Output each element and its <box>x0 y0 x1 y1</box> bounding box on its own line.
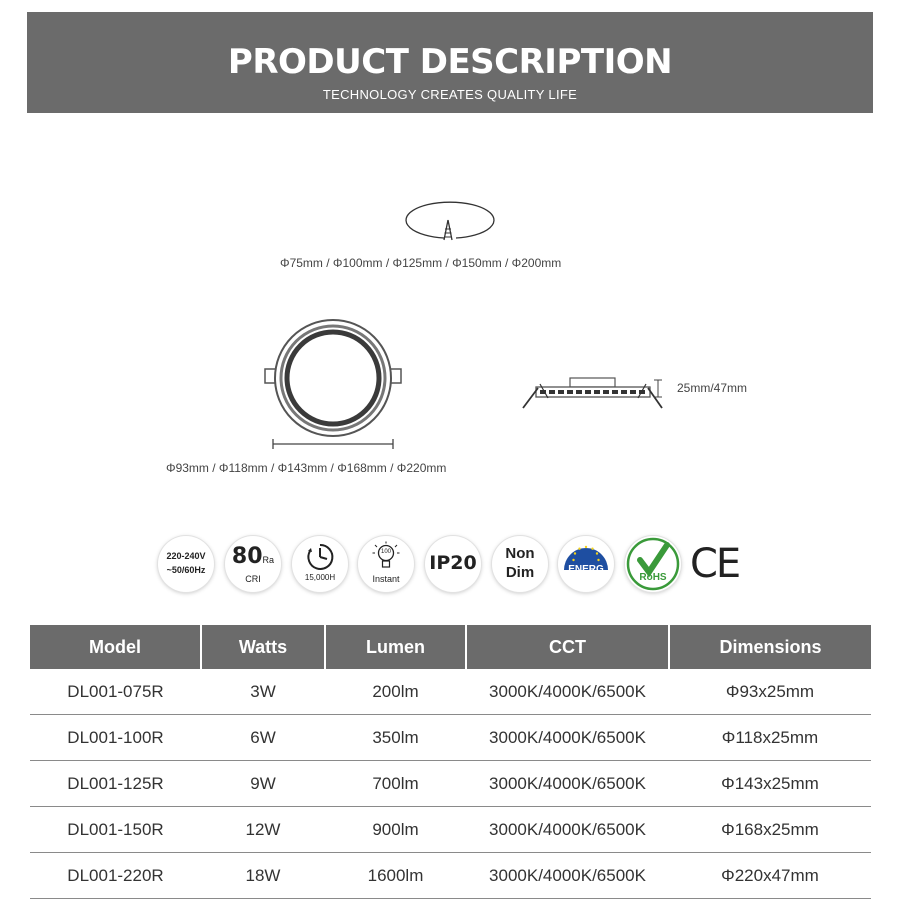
cell-model: DL001-100R <box>30 715 201 761</box>
spec-table <box>30 625 871 899</box>
lifetime-label: 15,000H <box>304 573 336 582</box>
cri-label: CRI <box>245 574 261 584</box>
cell-watts: 18W <box>201 853 325 899</box>
lifetime-badge <box>292 536 348 592</box>
header-banner <box>27 12 873 113</box>
instant-badge <box>358 536 414 592</box>
voltage-badge <box>158 536 214 592</box>
outer-sizes-label: Φ93mm / Φ118mm / Φ143mm / Φ168mm / Φ220mm <box>166 461 447 475</box>
voltage-line-2: ~50/60Hz <box>166 565 206 575</box>
table-row <box>30 761 871 807</box>
cell-dimensions: Φ143x25mm <box>669 761 871 807</box>
cell-dimensions: Φ118x25mm <box>669 715 871 761</box>
side-view-diagram <box>520 372 670 412</box>
header-lumen: Lumen <box>325 625 466 669</box>
page-subtitle: TECHNOLOGY CREATES QUALITY LIFE <box>322 87 578 102</box>
bulb-icon <box>372 541 400 573</box>
rohs-check-icon <box>625 536 681 592</box>
cell-watts: 6W <box>201 715 325 761</box>
cell-model: DL001-150R <box>30 807 201 853</box>
rohs-badge <box>625 536 681 592</box>
table-row <box>30 715 871 761</box>
page-title: PRODUCT DESCRIPTION <box>227 42 673 82</box>
cell-cct: 3000K/4000K/6500K <box>466 761 669 807</box>
table-row <box>30 669 871 715</box>
instant-value: 100 <box>380 549 391 555</box>
table-row <box>30 853 871 899</box>
cutout-sizes-label: Φ75mm / Φ100mm / Φ125mm / Φ150mm / Φ200mm <box>280 256 562 270</box>
dim-line-2: Dim <box>505 564 535 581</box>
header-model: Model <box>30 625 201 669</box>
cell-cct: 3000K/4000K/6500K <box>466 669 669 715</box>
clock-icon <box>305 542 335 572</box>
cell-cct: 3000K/4000K/6500K <box>466 807 669 853</box>
dimming-badge <box>492 536 548 592</box>
cell-lumen: 900lm <box>325 807 466 853</box>
header-dimensions: Dimensions <box>669 625 871 669</box>
cell-dimensions: Φ220x47mm <box>669 853 871 899</box>
energy-badge <box>558 536 614 592</box>
cell-lumen: 200lm <box>325 669 466 715</box>
cell-dimensions: Φ93x25mm <box>669 669 871 715</box>
cell-cct: 3000K/4000K/6500K <box>466 853 669 899</box>
cell-lumen: 700lm <box>325 761 466 807</box>
cri-value: 80 <box>231 544 263 569</box>
cell-watts: 9W <box>201 761 325 807</box>
cell-watts: 3W <box>201 669 325 715</box>
front-view-diagram <box>262 318 404 458</box>
cri-ra: Ra <box>262 555 275 565</box>
cell-lumen: 1600lm <box>325 853 466 899</box>
ip-rating-label: IP20 <box>429 552 477 574</box>
cell-model: DL001-220R <box>30 853 201 899</box>
cell-model: DL001-125R <box>30 761 201 807</box>
dim-line-1: Non <box>505 545 535 562</box>
instant-label: Instant <box>372 574 400 584</box>
table-row <box>30 807 871 853</box>
cell-cct: 3000K/4000K/6500K <box>466 715 669 761</box>
header-watts: Watts <box>201 625 325 669</box>
cell-model: DL001-075R <box>30 669 201 715</box>
voltage-line-1: 220-240V <box>166 551 206 561</box>
energy-label: ENERG <box>568 564 604 575</box>
table-header-row <box>30 625 871 669</box>
height-label: 25mm/47mm <box>677 381 748 395</box>
header-cct: CCT <box>466 625 669 669</box>
cri-badge <box>225 536 281 592</box>
cell-lumen: 350lm <box>325 715 466 761</box>
cell-dimensions: Φ168x25mm <box>669 807 871 853</box>
ip-rating-badge <box>425 536 481 592</box>
cell-watts: 12W <box>201 807 325 853</box>
rohs-label: RoHS <box>639 572 667 583</box>
ce-mark: CE <box>690 541 740 587</box>
cutout-diagram <box>400 198 500 244</box>
